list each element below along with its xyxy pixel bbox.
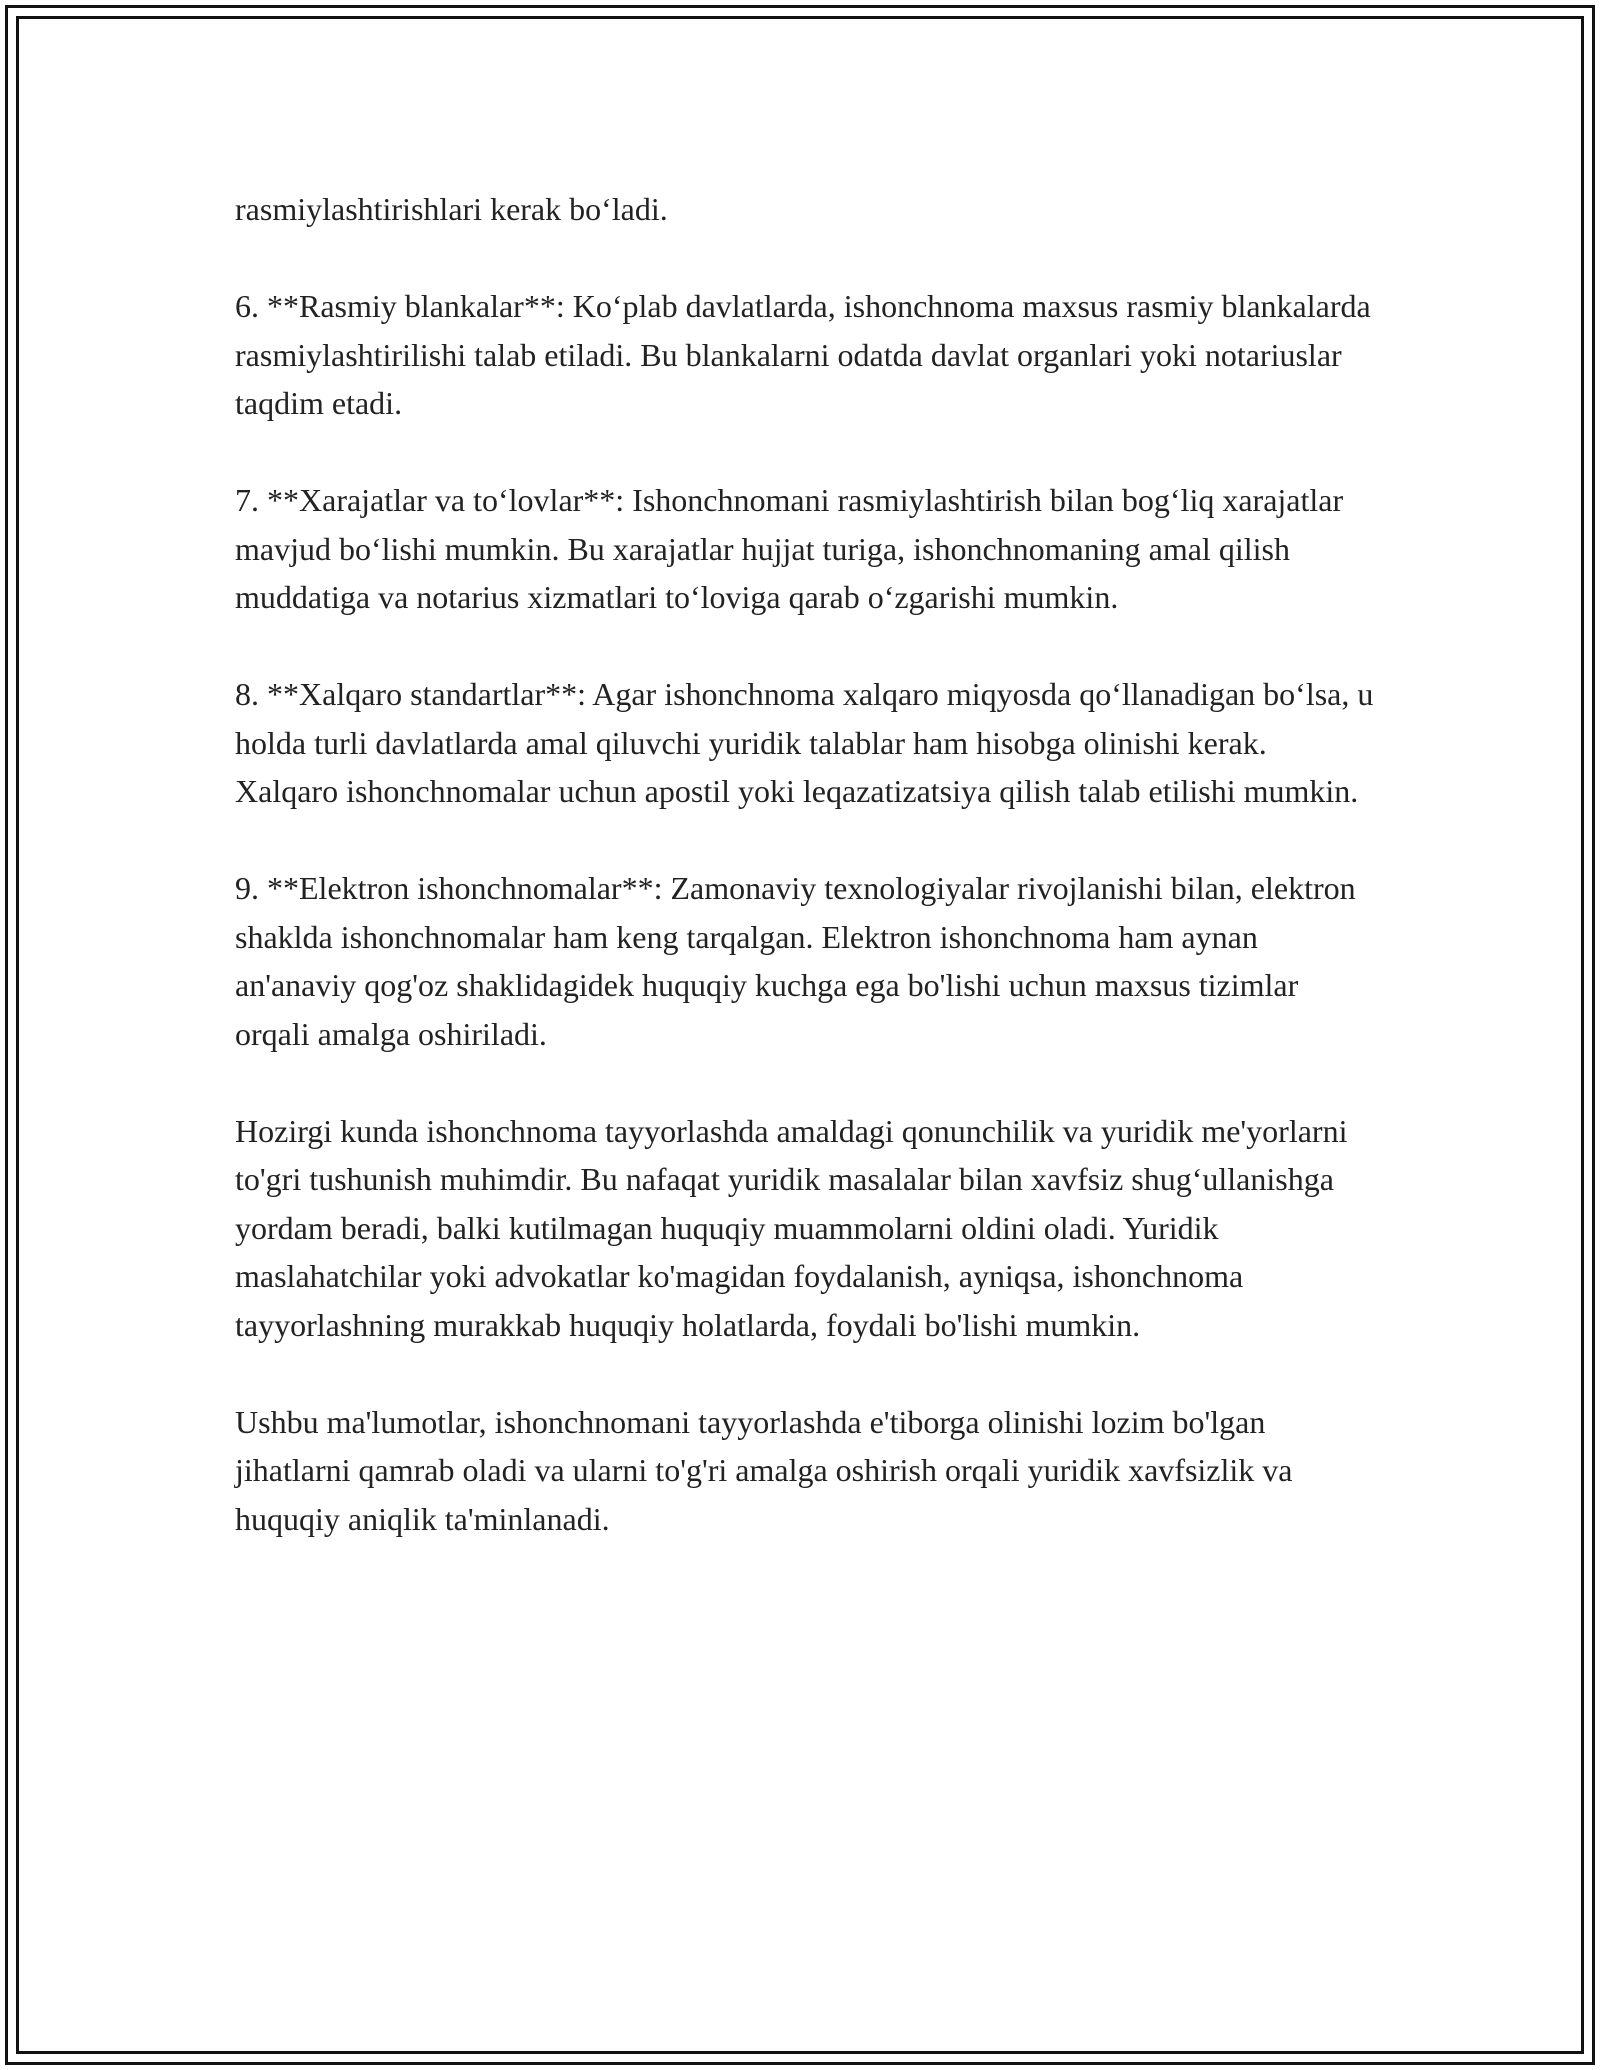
paragraph-summary: Hozirgi kunda ishonchnoma tayyorlashda amaldagi qonunchilik va yuridik me'yorlarni to'gri tushunish muhimdir. Bu nafaqat yuridik masalalar bilan xavfsiz shug‘ullanishga yordam beradi, balki kutilmagan huquqiy muammolarni oldini oladi. Yuridik maslahatchilar yoki advokatlar ko'magidan foydalanish, ayniqsa, ishonchnoma tayyorlashning murakkab huquqiy holatlarda, foydali bo'lishi mumkin.	[235, 1112, 1348, 1343]
paragraph-continuation: rasmiylashtirishlari kerak bo‘ladi.	[235, 191, 668, 227]
paragraph-item-7: 7. **Xarajatlar va to‘lovlar**: Ishonchnomani rasmiylashtirish bilan bog‘liq xarajatlar mavjud bo‘lishi mumkin. Bu xarajatlar hujjat turiga, ishonchnomaning amal qilish muddatiga va notarius xizmatlari to‘loviga qarab o‘zgarishi mumkin.	[235, 482, 1344, 615]
document-body	[235, 185, 1375, 1592]
paragraph-item-9: 9. **Elektron ishonchnomalar**: Zamonaviy texnologiyalar rivojlanishi bilan, elektron shaklda ishonchnomalar ham keng tarqalgan. Elektron ishonchnoma ham aynan an'anaviy qog'oz shaklidagidek huquqiy kuchga ega bo'lishi uchun maxsus tizimlar orqali amalga oshiriladi.	[235, 870, 1356, 1052]
paragraph-item-6: 6. **Rasmiy blankalar**: Ko‘plab davlatlarda, ishonchnoma maxsus rasmiy blankalarda rasmiylashtirilishi talab etiladi. Bu blankalarni odatda davlat organlari yoki notariuslar taqdim etadi.	[235, 288, 1371, 421]
paragraph-item-8: 8. **Xalqaro standartlar**: Agar ishonchnoma xalqaro miqyosda qo‘llanadigan bo‘lsa, u holda turli davlatlarda amal qiluvchi yuridik talablar ham hisobga olinishi kerak. Xalqaro ishonchnomalar uchun apostil yoki leqazatizatsiya qilish talab etilishi mumkin.	[235, 676, 1374, 809]
paragraph-conclusion: Ushbu ma'lumotlar, ishonchnomani tayyorlashda e'tiborga olinishi lozim bo'lgan jihatlarni qamrab oladi va ularni to'g'ri amalga oshirish orqali yuridik xavfsizlik va huquqiy aniqlik ta'minlanadi.	[235, 1403, 1293, 1537]
